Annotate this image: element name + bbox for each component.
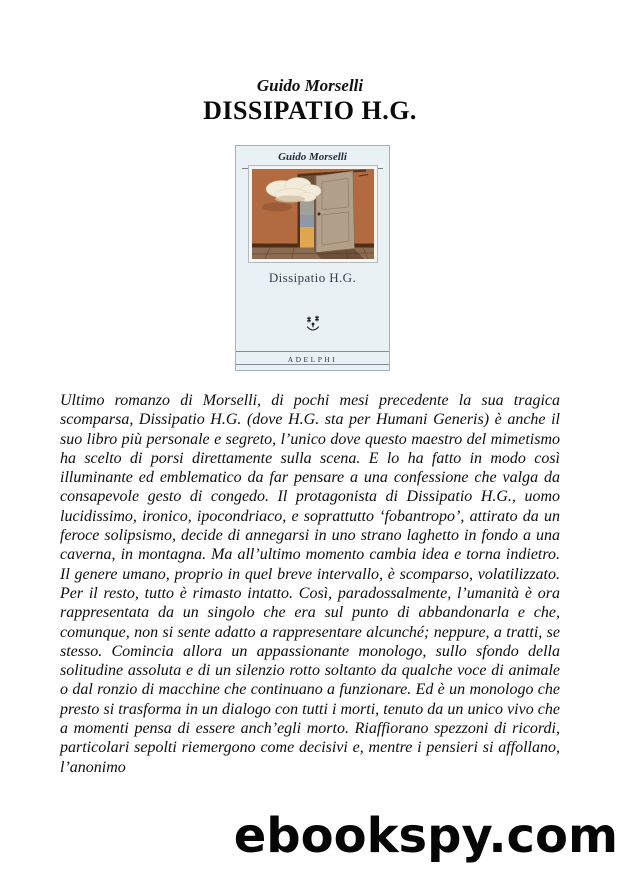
page-title: DISSIPATIO H.G.: [203, 96, 417, 125]
cloud-underside-shading: [275, 196, 305, 203]
book-description: Ultimo romanzo di Morselli, di pochi mesi precedente la sua tragica scomparsa, Dissipatio H.G. (dove H.G. sta per Humani Generis) è anche il suo libro più personale e segreto, l’unico dove questo maestro del mimetismo ha scelto di porsi direttamente sulla scena. E lo ha fatto in modo così illuminante ed emblematico da far pensare a una confessione che valga da consapevole gesto di congedo. Il protagonista di Dissipatio H.G., uomo lucidissimo, ironico, ipocondriaco, e soprattutto ‘fobantropo’, attirato da un feroce solipsismo, decide di annegarsi in uno strano laghetto in fondo a una caverna, in montagna. Ma all’ultimo momento cambia idea e torna indietro. Il genere umano, proprio in quel breve intervallo, è scomparso, volatilizzato. Per il resto, tutto è rimasto intatto. Così, paradossalmente, l’umanità è ora rappresentata da un singolo che era sul punto di abbandonarla e che, comunque, non si sente adatto a rappresentare alcunché; neppure, a tratti, se stesso. Comincia allora un appassionante monologo, sullo sfondo della solitudine assoluta e di un silenzio rotto soltanto da qualche voce di animale o dal ronzio di macchine che continuano a funzionare. Ed è un monologo che presto si trasforma in un dialogo con tutti i morti, tenuto da un unico vivo che a momenti pensa di essere anch’egli morto. Riaffiorano spezzoni di ricordi, particolari sepolti riemergono come decisivi e, mentre i pensieri si affollano, l’anonimo: [60, 392, 560, 776]
doorway-band-sand: [300, 227, 316, 248]
cover-painting: [248, 165, 378, 263]
cloud-shadow: [262, 203, 292, 212]
cover-title: Dissipatio H.G.: [268, 270, 357, 285]
door-cloud-painting: [252, 169, 374, 259]
page-author: Guido Morselli: [256, 76, 364, 95]
book-cover: [235, 145, 390, 371]
watermark: ebookspy.com: [233, 808, 618, 864]
cover-rule: [236, 351, 389, 352]
cover-author: Guido Morselli: [278, 151, 347, 163]
cover-rule: [236, 364, 389, 365]
adelphi-logo-icon: [304, 312, 322, 336]
door-handle: [317, 213, 320, 216]
publisher-name: ADELPHI: [287, 355, 338, 364]
doorway-band-blue: [300, 215, 316, 227]
